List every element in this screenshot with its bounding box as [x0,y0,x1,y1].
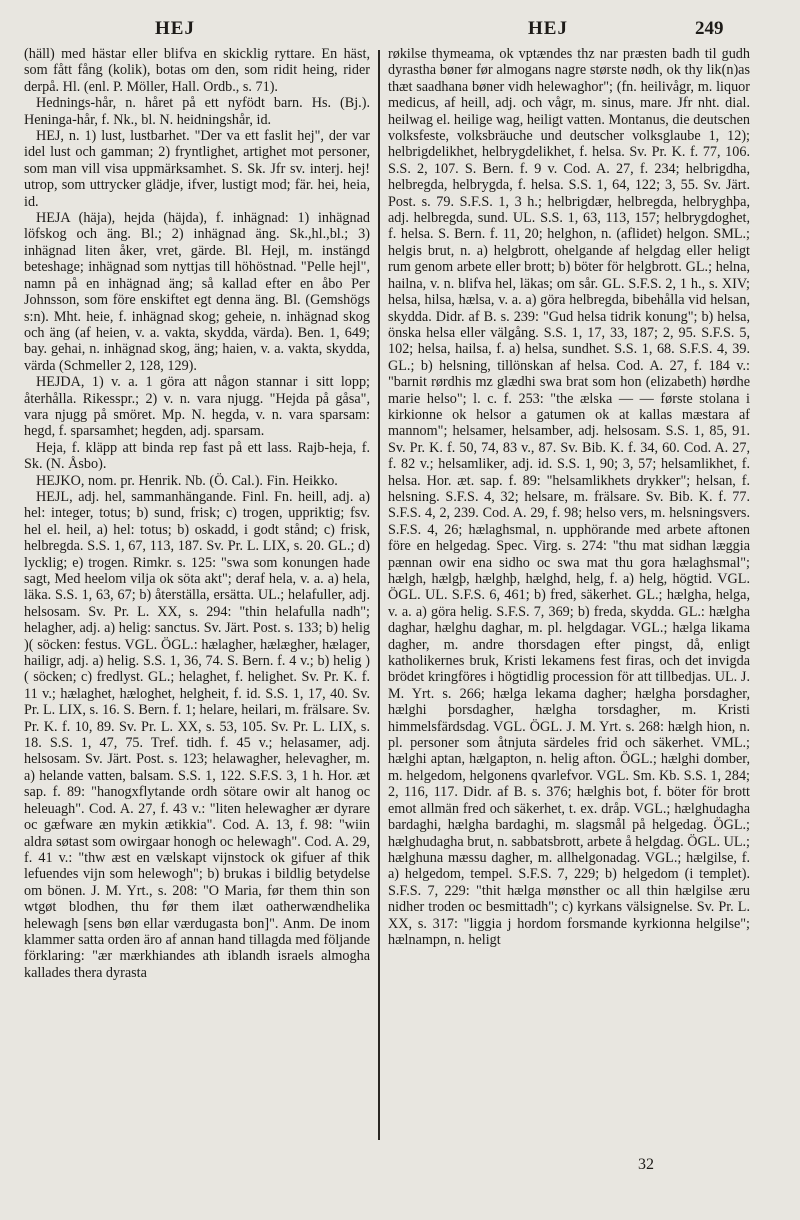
right-column [388,46,750,1146]
column-divider [378,50,380,1140]
entry-paragraph: HEJ, n. 1) lust, lustbarhet. "Der va ett faslit hej", der var idel lust och gamman; 2) fryntlighet, artighet mot personer, som man vill visa uppmärksamhet. S. Sk. Jfr sv. interj. hej! utrop, som uttrycker glädje, ifver, lustigt mod; fär. hei, heia, id. [24,128,370,210]
signature-mark: 32 [638,1156,654,1173]
header-right-word: HEJ [528,18,568,39]
entry-paragraph: Heja, f. kläpp att binda rep fast på ett lass. Rajb-heja, f. Sk. (N. Åsbo). [24,439,370,473]
entry-paragraph: HEJKO, nom. pr. Henrik. Nb. (Ö. Cal.). Fin. Heikko. [36,472,338,489]
page-number: 249 [695,18,724,39]
entry-paragraph: (häll) med hästar eller blifva en skicklig ryttare. En häst, som fått fång (kolik), botas om den, som ridit heing, rider derpå. Hl. (enl. P. Möller, Hall. Ordb., s. 71). [24,46,370,95]
header-left-word: HEJ [155,18,195,39]
left-column [24,46,370,1146]
entry-paragraph: HEJA (häja), hejda (häjda), f. inhägnad: 1) inhägnad löfskog och äng. Bl.; 2) inhägnad äng. Sk.,hl.,bl.; 3) inhägnad liten åker, vret, gärde. Bl. Hejl, m. instängd beteshage; inhägnad som nyttjas till höhöstnad. "Pelle hejl", namn på en inhägnad äng; så kallad efter en åbo Per Johnsson, som före enskiftet egt denna äng. Bl. (Gemshögs s:n). Mht. heie, f. inhägnad skog; geheie, n. inhägnad skog och äng (af heien, v. a. vakta, skydda, värda). Ben. 1, 649; bay. gehai, n. inhägnad skog, äng; haien, v. a. vakta, skydda, värda (Schmeller 2, 128, 129). [24,210,370,374]
entry-paragraph: HEJL, adj. hel, sammanhängande. Finl. Fn. heill, adj. a) hel: integer, totus; b) sund, frisk; c) trogen, uppriktig; fsv. hel el. heil, a) hel: totus; b) oskadd, i godt stånd; c) frisk, helbregda. S.S. 1, 67, 113, 187. Sv. Pr. L. LIX, s. 20. GL.; d) lycklig; e) trogen. Rimkr. s. 125: "swa som konungen hade sagt, Med heelom vilja ok söta akt"; deraf hela, v. a. a) hela, läka. S.S. 1, 63, 67; b) återställa, ersätta. UL.; helafuller, adj. helsosam. Sv. Pr. L. XX, s. 294: "thin helafulla nadh"; helagher, adj. a) helig: sanctus. Sv. Järt. Post. s. 133; b) helig )( söcken: festus. VGL. ÖGL.: hælagher, hælægher, hælager, hailigr, adj. a) helig. S.S. 1, 36, 74. S. Bern. f. 4 v.; b) helig )( söcken; c) fredlyst. GL.; helaghet, f. helighet. Sv. Pr. K. f. 11 v.; hælaghet, hæloghet, helgheit, f. id. S.S. 1, 17, 40. Sv. Pr. L. LIX, s. 16. S. Bern. f. 1; helare, heilari, m. frälsare. Sv. Pr. K. f. 10, 89. Sv. Pr. L. XX, s. 53, 105. Sv. Pr. L. LIX, s. 18. S.S. 1, 47, 75. Tref. tidh. f. 45 v.; helasamer, adj. helsosam. Sv. Järt. Post. s. 123; helawagher, helevagher, m. a) helande vatten, balsam. S.S. 1, 122. S.F.S. 3, 1 h. Hor. æt sap. f. 89: "hanogxflytande ordh sötare owir alt hanog oc heleuagh". Cod. A. 27, f. 43 v.: "liten helewagher ær dyrare oc gæfware æn mykin ætikkia". Cod. A. 13, f. 98: "wiin aldra søtast som owirgaar honogh oc helewagh". Cod. A. 29, f. 41 v.: "thw æst en vælskapt vijnstock ok gifuer af thik lefuendes vijn som helewogh"; b) brukas i bildlig betydelse om bönen. J. M. Yrt., s. 208: "O Maria, før them thin son wtgøt blodhen, thu før them ilæt oatherwændhelika helewagh [sens bøn ellar værdugasta bon]". Anm. De inom klammer satta orden äro af annan hand tillagda med följande förklaring: "ær mærkhiandes ath iblandh israels almogha kallades thera dyrasta [24,488,370,981]
running-header [0,8,800,42]
entry-paragraph: Hednings-hår, n. håret på ett nyfödt barn. Hs. (Bj.). Heninga-hår, f. Nk., bl. N. heidningshår, id. [24,95,370,128]
entry-paragraph: røkilse thymeama, ok vptændes thz nar præsten badh til gudh dyrastha bøner før almogans nagre største nødh, ok thy lik(n)as thæt saadhana bøner vidh helewaghor"; (fn. heilivågr, m. liquor medicus, af heill, adj. och vågr, m. sinus, mare. Jfr nht. dial. heilwag el. heilige wag, heiligt vatten. Montanus, die deutschen volksfeste, volksbräuche und deutscher volksglaube 1, 12); helbrigdelikhet, helbrygdelikhet, f. helsa. Sv. Pr. K. f. 77, 106. S.S. 2, 107. S. Bern. f. 9 v. Cod. A. 27, f. 234; helbrigdha, helbregda, helbrygda, f. helsa. S.S. 1, 64, 122; 3, 55. Sv. Järt. Post. s. 79. S.F.S. 1, 3 h.; helbrigdær, helbregda, helbryghþa, adj. helbregda, sund. UL. S.S. 1, 63, 113, 157; helbrygdoghet, f. helsa. S. Bern. f. 11, 20; helghon, n. (aflidet) helgon. SML.; helgis brut, n. a) helgbrott, ohelgande af helgdag eller heligt rum genom arbete eller brott; b) böter för helgbrott. GL.; helna, hailna, v. n. blifva hel, läkas; om sår. GL. S.F.S. 2, 1 h., s. XIV; helsa, hilsa, hælsa, v. a. a) göra helbregda, bibehålla vid helsan, skydda. Didr. af B. s. 239: "Gud helsa tidrik konung"; b) helsa, önska helsa eller välgång. S.S. 1, 17, 33, 187; 2, 95. S.F.S. 5, 102; helsa, hailsa, f. a) helsa, sundhet. S.S. 1, 68. S.F.S. 4, 39. GL.; b) helsning, tillönskan af helsa. Cod. A. 27, f. 184 v.: "barnit rørdhis mz glædhi swa brat som hon (elizabeth) hørdhe marie helso"; l. c. f. 253: "the ælska — — første stolana i kirkionne ok helsor a gatumen ok at kallas mæstara af mannom"; helsamer, helsamber, adj. helsosam. S.S. 1, 85, 91. Sv. Pr. K. f. 50, 74, 83 v., 87. Sv. Bib. K. f. 34, 60. Cod. A. 27, f. 82 v.; helsamliker, adj. id. S.S. 1, 90; 3, 57; helsamlikhet, f. helsa. Hor. æt. sap. f. 89: "helsamlikhets drykker"; helsan, f. helsning. S.F.S. 4, 32; helsare, m. frälsare. Sv. Bib. K. f. 77. S.F.S. 4, 2, 239. Cod. A. 29, f. 98; helso vers, m. helsningsvers. S.F.S. 4, 26; hælaghsmal, n. upphörande med arbete aftonen före en helgedag. Spec. Virg. s. 274: "thu mat sidhan læggia pænnan owir ena sidho oc swa mat thu gora hælaghsmal"; hælgh, hælgþ, hælghþ, hælghd, helg, f. a) helg, högtid. VGL. ÖGL. UL. S.F.S. 6, 461; b) fred, säkerhet. GL.; hælgha, helga, v. a. a) göra helig. S.F.S. 7, 369; b) freda, skydda. GL.: hælgha daghar, hælghu daghar, m. pl. helgdagar. VGL.; hælga likama dagher, m. andre thorsdagen efter pingst, då, enligt katholikernes bruk, Kristi lekamens fest firas, och det invigda brödet kringföres i högtidlig procession för att tillbedjas. UL. J. M. Yrt. s. 266; hælga lekama dagher; hælgha þorsdagher, hælghi þorsdagher, hælgha torsdagher, m. Kristi himmelsfärdsdag. VGL. ÖGL. J. M. Yrt. s. 268: hælgh hion, n. pl. personer som åtnjuta särdeles frid och säkerhet. VML.; hælghi aptan, hælgapton, n. helig afton. ÖGL.; hælghi domber, m. helgedom, helgonens qvarlefvor. VGL. Sm. Kb. S.S. 1, 284; 2, 116, 117. Didr. af B. s. 376; hælghis bot, f. böter för brott emot allmän fred och säkerhet, t. ex. dråp. VGL.; hælghudagha bardaghi, hælgha bardaghi, m. slagsmål på helgedag. ÖGL.; hælghudagha brut, n. sabbatsbrott, arbete å helgdag. ÖGL. UL.; hælghuna mæssu dagher, m. allhelgonadag. VGL.; hælgilse, f. a) helgedom, tempel. S.F.S. 7, 229; b) helgedom (i templet). S.F.S. 7, 229: "thit hælga mønsther oc all thin hælgilse æru nidher troden oc besmittadh"; c) kyrkans välsignelse. Sv. Pr. L. XX, s. 317: "liggia j hordom forsmande kyrkionna helgilse"; hælnampn, n. heligt [388,46,750,948]
entry-paragraph: HEJDA, 1) v. a. 1 göra att någon stannar i sitt lopp; återhålla. Rikesspr.; 2) v. n. vara njugg. "Hejda på gåsa", vara njugg på smöret. Mp. N. hegda, v. n. vara sparsam: hegd, f. sparsamhet; hegden, adj. sparsam. [24,374,370,440]
